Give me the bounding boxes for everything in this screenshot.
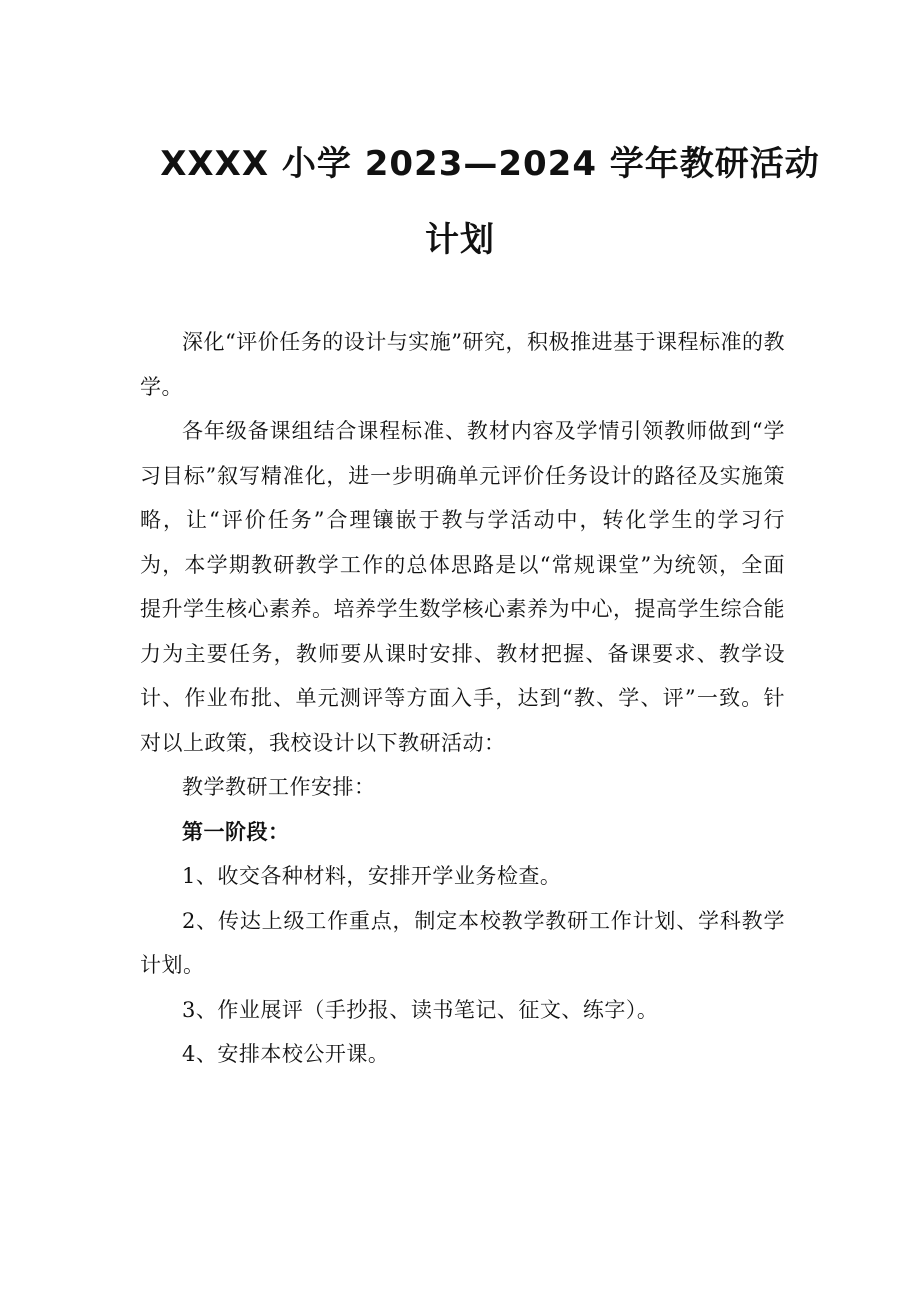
document-title-line-1: XXXX 小学 2023—2024 学年教研活动 [160, 144, 820, 184]
paragraph-intro: 深化“评价任务的设计与实施”研究，积极推进基于课程标准的教学。 [140, 330, 785, 399]
paragraph-arrangement: 教学教研工作安排： [182, 775, 376, 799]
list-item: 2、传达上级工作重点，制定本校教学教研工作计划、学科教学计划。 [140, 908, 785, 977]
document-title-line-2: 计划 [425, 220, 495, 260]
list-item: 1、收交各种材料，安排开学业务检查。 [182, 864, 562, 888]
paragraph-main: 各年级备课组结合课程标准、教材内容及学情引领教师做到“学习目标”叙写精准化，进一步明确单元评价任务设计的路径及实施策略，让“评价任务”合理镶嵌于教与学活动中，转化学生的学习行为，本学期教研教学工作的总体思路是以“常规课堂”为统领，全面提升学生核心素养。培养学生数学核心素养为中心，提高学生综合能力为主要任务，教师要从课时安排、教材把握、备课要求、教学设计、作业布批、单元测评等方面入手，达到“教、学、评”一致。针对以上政策，我校设计以下教研活动： [140, 419, 785, 755]
list-item: 4、安排本校公开课。 [182, 1042, 390, 1066]
list-item: 3、作业展评（手抄报、读书笔记、征文、练字）。 [182, 997, 659, 1022]
document-body [140, 320, 785, 1077]
stage-heading: 第一阶段： [182, 819, 290, 844]
